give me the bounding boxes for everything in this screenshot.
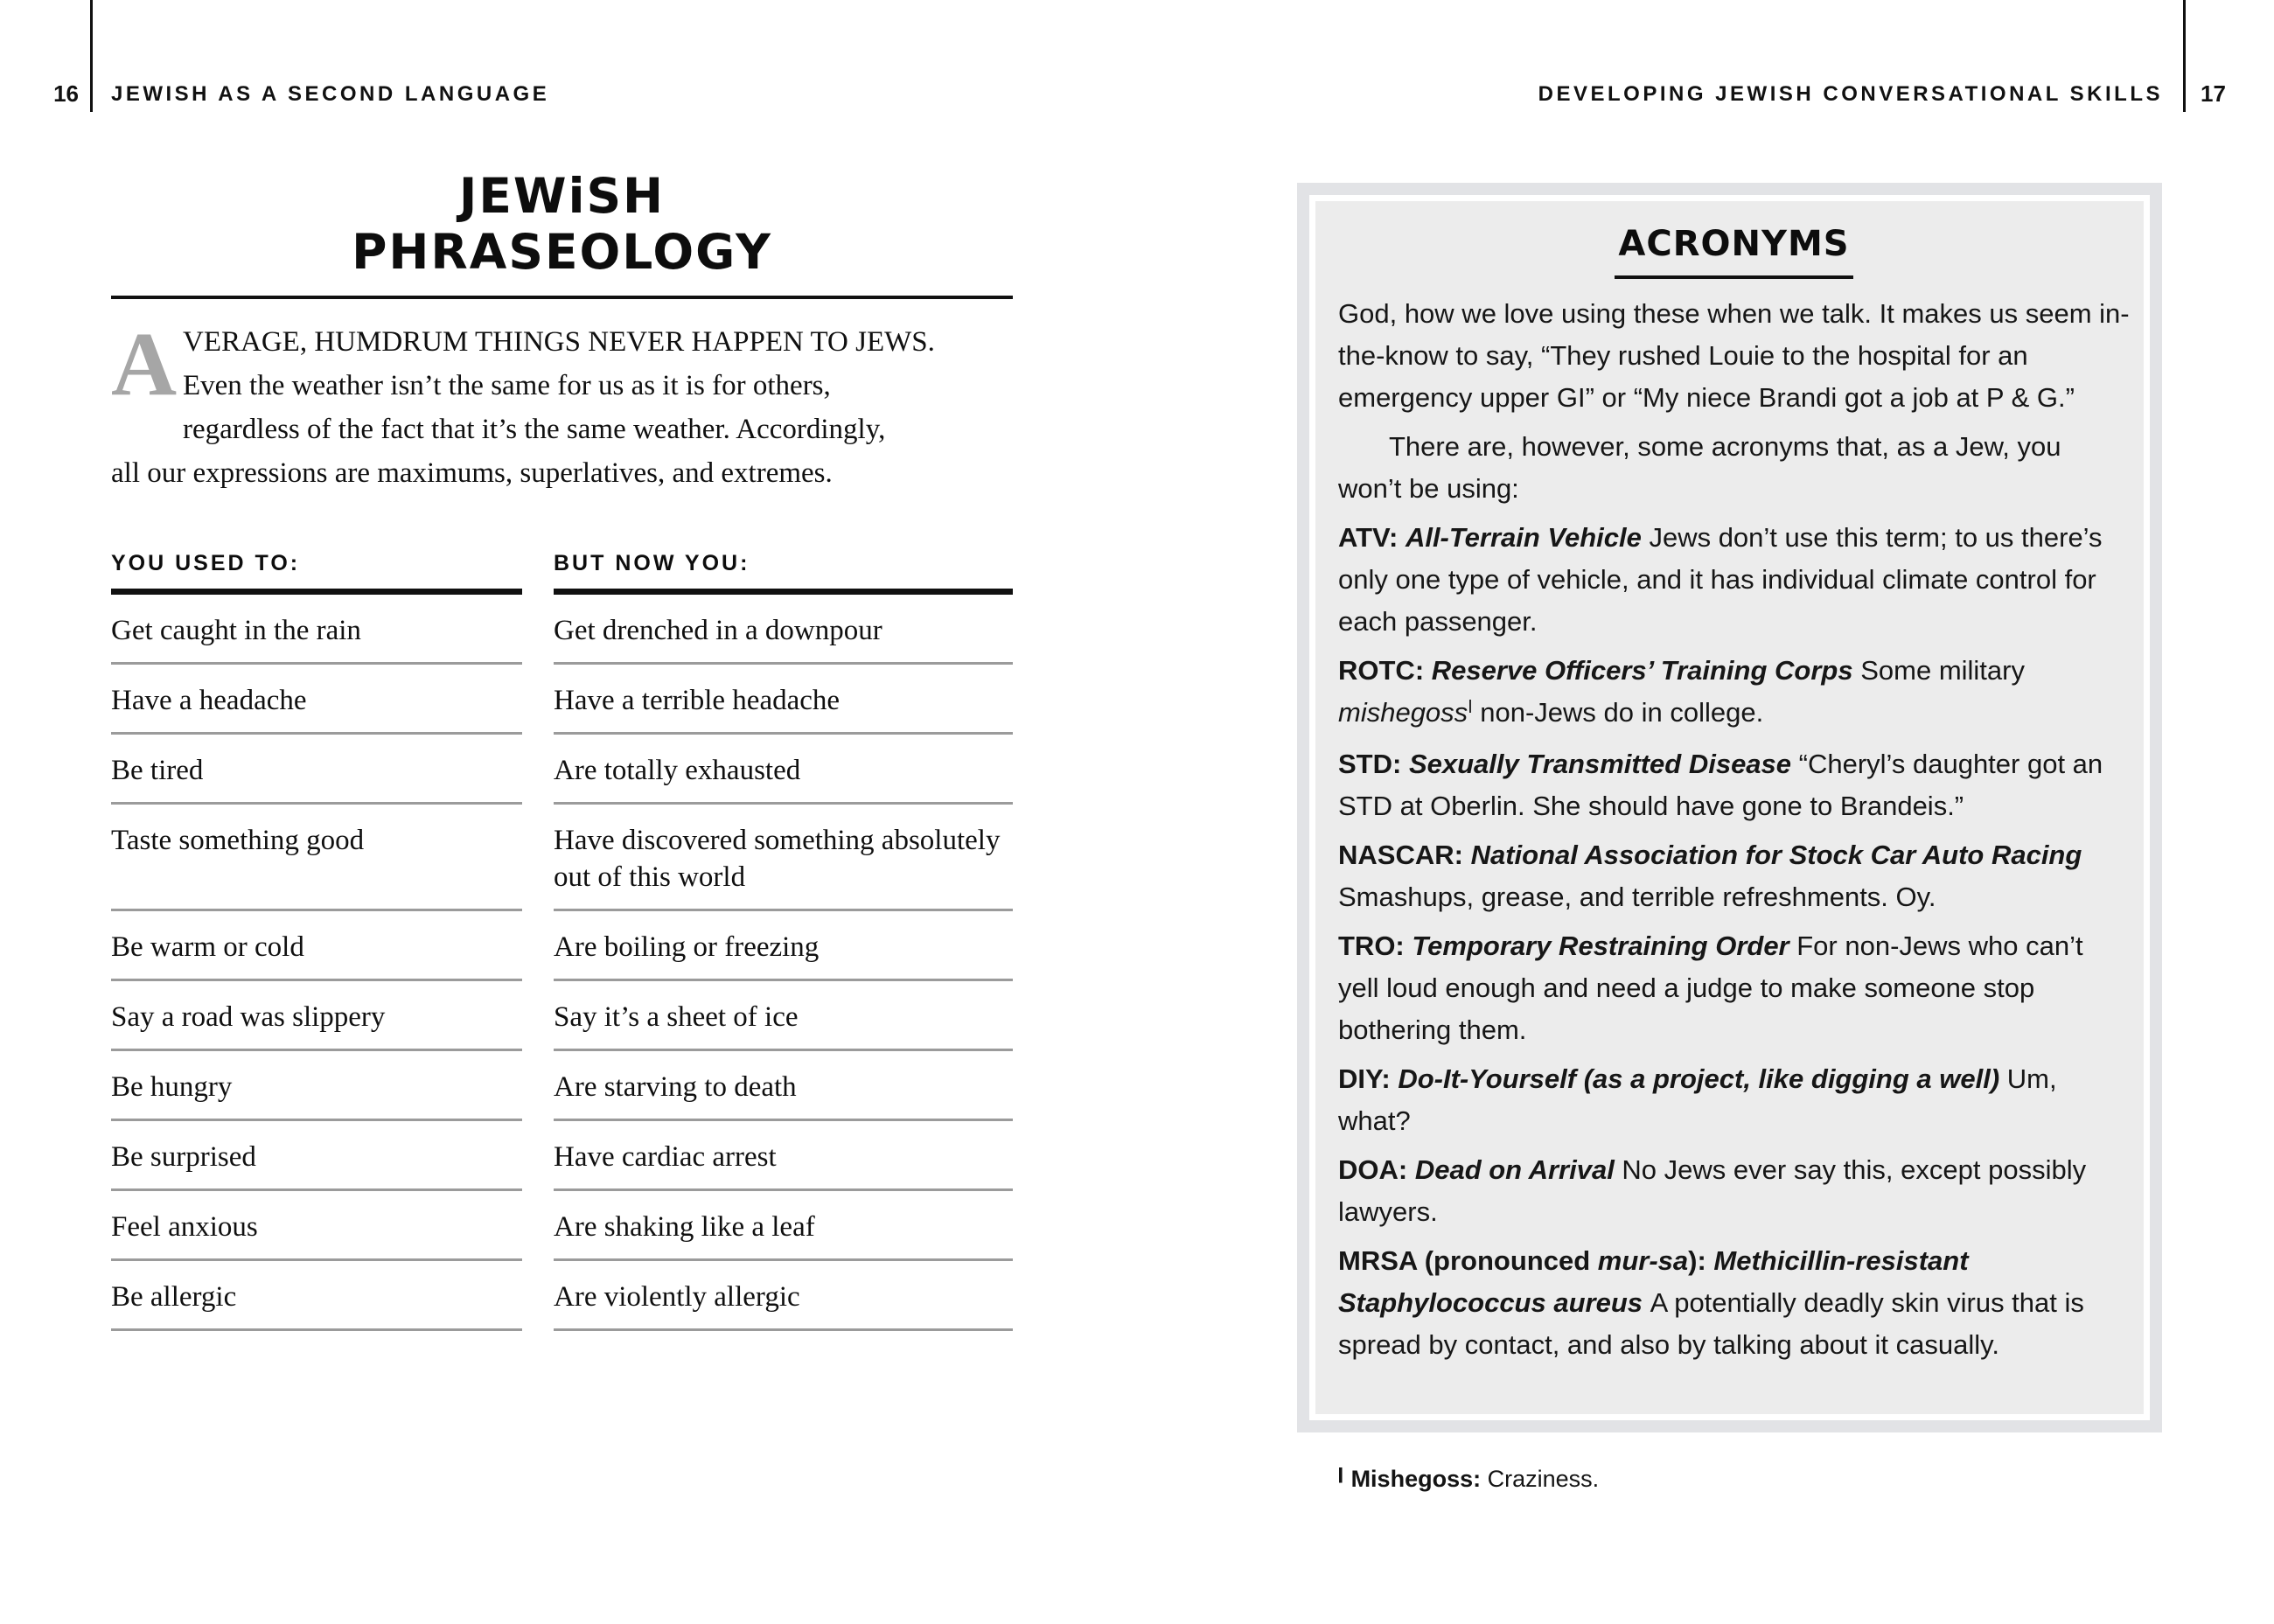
table-cell-now-you: Get drenched in a downpour <box>554 595 1013 665</box>
chapter-title <box>111 168 1013 280</box>
col-header-you-used-to: YOU USED TO: <box>111 551 522 595</box>
acronym-entry <box>1338 1240 2130 1366</box>
table-cell-now-you: Are totally exhausted <box>554 735 1013 805</box>
footnote-definition: Craziness. <box>1487 1466 1600 1492</box>
table-cell-used-to: Be tired <box>111 735 522 805</box>
table-cell-now-you: Say it’s a sheet of ice <box>554 981 1013 1051</box>
text-run: Dead on Arrival <box>1414 1154 1622 1185</box>
page-number-right: 17 <box>2201 80 2226 107</box>
text-run: “Cheryl’s daughter got an STD at Oberlin. She should have gone to Brandeis.” <box>1338 749 2103 821</box>
table-cell-used-to: Be surprised <box>111 1121 522 1191</box>
text-run: Reserve Officers’ Training Corps <box>1431 655 1861 686</box>
text-run: Methicillin-resistant Staphylococcus aureus <box>1338 1245 1969 1318</box>
acronym-entry <box>1338 517 2130 643</box>
table-cell-used-to: Feel anxious <box>111 1191 522 1261</box>
text-run: TRO: <box>1338 930 1413 961</box>
acronym-entries <box>1338 517 2130 1366</box>
text-run: All-Terrain Vehicle <box>1405 522 1650 553</box>
text-run: ATV: <box>1338 522 1406 553</box>
acronym-entry <box>1338 743 2130 827</box>
intro-line: VERAGE, HUMDRUM THINGS NEVER HAPPEN TO JEWS. <box>183 326 935 358</box>
text-run: mur-sa <box>1597 1245 1689 1276</box>
table-cell-now-you: Have discovered something absolutely out of this world <box>554 805 1013 911</box>
text-run: STD: <box>1338 749 1409 779</box>
table-cell-now-you: Are shaking like a leaf <box>554 1191 1013 1261</box>
text-run: No Jews ever say this, except possibly lawyers. <box>1338 1154 2087 1227</box>
table-cell-now-you: Have a terrible headache <box>554 665 1013 735</box>
text-run: Some military <box>1860 655 2025 686</box>
text-run: non-Jews do in college. <box>1472 697 1764 728</box>
text-run: For non-Jews who can’t yell loud enough and need a judge to make someone stop bothering them. <box>1338 930 2083 1045</box>
box-paragraph-2: There are, however, some acronyms that, as a Jew, you won’t be using: <box>1338 431 2061 504</box>
text-run: MRSA (pronounced <box>1338 1245 1598 1276</box>
text-run: Jews don’t use this term; to us there’s only one type of vehicle, and it has individual climate control for each passenger. <box>1338 522 2103 637</box>
intro-paragraph <box>111 314 1013 495</box>
table-cell-now-you: Are boiling or freezing <box>554 911 1013 981</box>
table-cell-used-to: Say a road was slippery <box>111 981 522 1051</box>
phrase-table <box>111 551 1013 595</box>
text-run: Do-It-Yourself (as a project, like digging a well) <box>1398 1063 2007 1094</box>
text-run: Temporary Restraining Order <box>1412 930 1797 961</box>
table-cell-now-you: Are violently allergic <box>554 1261 1013 1331</box>
intro-line: Even the weather isn’t the same for us as it is for others, <box>183 370 831 401</box>
acronym-entry <box>1338 1149 2130 1233</box>
box-paragraph-1: God, how we love using these when we talk. It makes us seem in-the-know to say, “They rushed Louie to the hospital for an emergency upper GI” or “My niece Brandi got a job at P & G.” <box>1338 298 2130 413</box>
page-left-column <box>111 168 1013 1331</box>
footnote-mark: ן <box>1337 1461 1344 1483</box>
table-cell-used-to: Be allergic <box>111 1261 522 1331</box>
text-run: mishegoss <box>1338 697 1468 728</box>
text-run: NASCAR: <box>1338 840 1471 870</box>
footnote-term: Mishegoss: <box>1350 1466 1482 1492</box>
header-rule-left <box>90 0 93 112</box>
table-cell-used-to: Taste something good <box>111 805 522 911</box>
title-rule <box>111 296 1013 299</box>
text-run: Sexually Transmitted Disease <box>1408 749 1799 779</box>
acronym-entry <box>1338 1058 2130 1142</box>
text-run: Smashups, grease, and terrible refreshments. Oy. <box>1338 882 1936 912</box>
text-run: National Association for Stock Car Auto Racing <box>1470 840 2082 870</box>
text-run: ): <box>1688 1245 1714 1276</box>
chapter-title-line1: JEWiSH <box>458 168 666 224</box>
intro-line: all our expressions are maximums, superlatives, and extremes. <box>111 457 833 489</box>
acronyms-title: ACRONYMS <box>1615 224 1852 279</box>
acronym-entry <box>1338 834 2130 918</box>
col-header-but-now-you: BUT NOW YOU: <box>554 551 1013 595</box>
acronyms-box-border <box>1309 195 2150 1420</box>
table-cell-used-to: Have a headache <box>111 665 522 735</box>
text-run: DIY: <box>1338 1063 1399 1094</box>
table-cell-used-to: Be hungry <box>111 1051 522 1121</box>
text-run: ן <box>1468 693 1473 714</box>
table-cell-now-you: Have cardiac arrest <box>554 1121 1013 1191</box>
acronyms-title-wrap <box>1338 224 2130 279</box>
intro-lines <box>111 314 1013 495</box>
table-cell-used-to: Be warm or cold <box>111 911 522 981</box>
running-head-right: DEVELOPING JEWISH CONVERSATIONAL SKILLS <box>1538 82 2163 106</box>
page-number-left: 16 <box>53 80 79 107</box>
drop-cap: A <box>111 314 178 415</box>
text-run: DOA: <box>1338 1154 1415 1185</box>
header-rule-right <box>2183 0 2186 112</box>
acronyms-box <box>1297 183 2162 1432</box>
phrase-table-body <box>111 595 1013 1331</box>
text-run: ROTC: <box>1338 655 1432 686</box>
running-head-left: JEWISH AS A SECOND LANGUAGE <box>111 82 550 106</box>
acronym-entry <box>1338 650 2130 736</box>
text-run: Um, what? <box>1338 1063 2057 1136</box>
intro-line: regardless of the fact that it’s the same weather. Accordingly, <box>183 414 886 445</box>
table-cell-used-to: Get caught in the rain <box>111 595 522 665</box>
text-run: A potentially deadly skin virus that is spread by contact, and also by talking about it casually. <box>1338 1287 2084 1360</box>
acronym-entry <box>1338 925 2130 1051</box>
footnote <box>1337 1461 1600 1493</box>
table-cell-now-you: Are starving to death <box>554 1051 1013 1121</box>
acronyms-box-inner <box>1315 201 2144 1414</box>
chapter-title-line2: PHRASEOLOGY <box>352 224 772 280</box>
